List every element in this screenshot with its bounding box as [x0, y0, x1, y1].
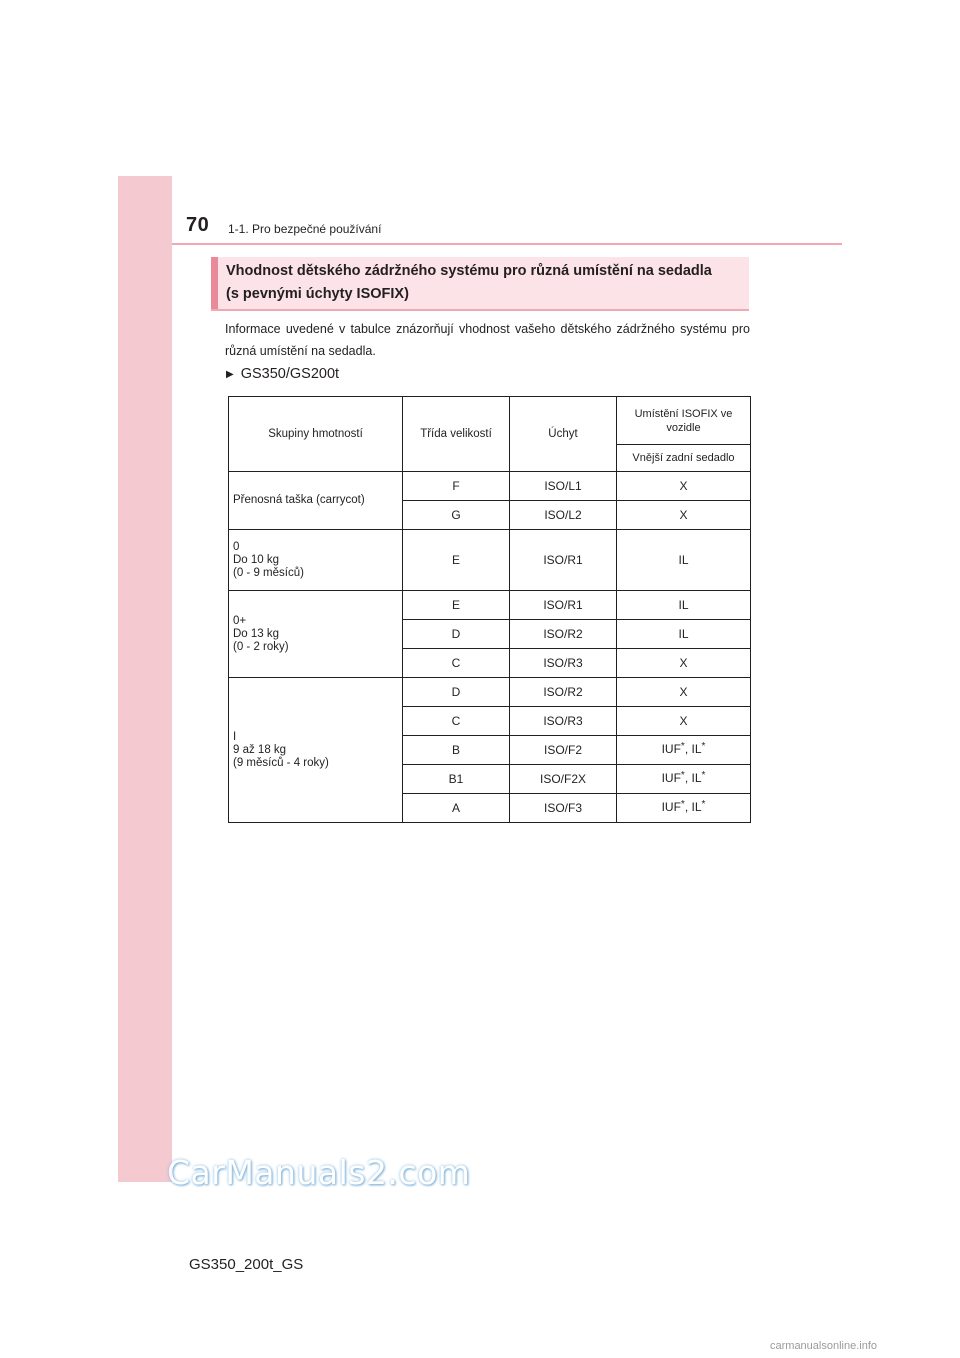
suitability-code: IUF [661, 742, 681, 756]
size-class-cell: B [403, 736, 510, 765]
table-row [229, 678, 751, 707]
weight-group-label-line: I [233, 730, 237, 743]
size-class-cell: A [403, 794, 510, 823]
intro-paragraph: Informace uvedené v tabulce znázorňují vhodnost vašeho dětského zádržného systému pro různá umístění na sedadla. [225, 322, 750, 358]
fixture-cell: ISO/F2 [510, 736, 617, 765]
suitability-code: , IL [684, 771, 702, 785]
suitability-cell [617, 736, 751, 765]
weight-group-label-line: Do 13 kg [233, 627, 280, 640]
footnote-star: * [701, 741, 706, 752]
size-class-cell: G [403, 501, 510, 530]
size-class-cell: C [403, 707, 510, 736]
suitability-cell: X [617, 649, 751, 678]
section-title-box [211, 257, 749, 311]
suitability-cell: IL [617, 591, 751, 620]
footnote-star: * [680, 741, 685, 752]
size-class-cell: E [403, 591, 510, 620]
table-row [229, 591, 751, 620]
section-title [226, 260, 746, 306]
fixture-cell: ISO/R1 [510, 591, 617, 620]
suitability-cell [617, 794, 751, 823]
title-accent-bar [211, 257, 218, 309]
weight-group-label-line: (9 měsíců - 4 roky) [233, 756, 329, 769]
weight-group-label-line: Do 10 kg [233, 553, 280, 566]
header-rule [172, 243, 842, 245]
suitability-code: , IL [684, 800, 702, 814]
size-class-cell: C [403, 649, 510, 678]
model-variant-heading [226, 366, 339, 382]
size-class-cell: B1 [403, 765, 510, 794]
section-title-line-2: (s pevnými úchyty ISOFIX) [226, 286, 409, 302]
weight-group-label-line: 9 až 18 kg [233, 743, 287, 756]
table-row [229, 472, 751, 501]
fixture-cell: ISO/F2X [510, 765, 617, 794]
suitability-cell: X [617, 501, 751, 530]
suitability-cell: X [617, 707, 751, 736]
footnote-star: * [680, 770, 685, 781]
fixture-cell: ISO/R3 [510, 707, 617, 736]
weight-group-label-line: 0+ [233, 614, 247, 627]
fixture-cell: ISO/L1 [510, 472, 617, 501]
fixture-cell: ISO/R1 [510, 530, 617, 591]
triangle-bullet-icon: ▶ [226, 369, 234, 380]
suitability-cell: IL [617, 530, 751, 591]
suitability-cell: X [617, 678, 751, 707]
side-color-strip [118, 176, 172, 1182]
fixture-cell: ISO/F3 [510, 794, 617, 823]
fixture-cell: ISO/L2 [510, 501, 617, 530]
suitability-cell: X [617, 472, 751, 501]
footer-model-code: GS350_200t_GS [189, 1256, 304, 1273]
isofix-suitability-table [228, 396, 751, 823]
size-class-cell: D [403, 678, 510, 707]
weight-group-cell [229, 530, 403, 591]
weight-group-cell [229, 678, 403, 823]
header-rear-outboard-seat: Vnější zadní sedadlo [617, 445, 751, 472]
suitability-code: IUF [661, 800, 681, 814]
weight-group-label-line: 0 [233, 540, 240, 553]
header-isofix-positions: Umístění ISOFIX ve vozidle [617, 397, 751, 445]
size-class-cell: D [403, 620, 510, 649]
header-fixture: Úchyt [510, 397, 617, 472]
section-label: 1-1. Pro bezpečné používání [228, 222, 382, 236]
size-class-cell: E [403, 530, 510, 591]
fixture-cell: ISO/R2 [510, 620, 617, 649]
header-weight-groups: Skupiny hmotností [229, 397, 403, 472]
weight-group-label-line: (0 - 9 měsíců) [233, 566, 304, 579]
site-watermark: carmanualsonline.info [770, 1340, 878, 1352]
footnote-star: * [701, 799, 706, 810]
weight-group-label-line: Přenosná taška (carrycot) [233, 494, 365, 506]
suitability-cell [617, 765, 751, 794]
footnote-star: * [680, 799, 685, 810]
model-variant-label: GS350/GS200t [240, 366, 340, 382]
page-number: 70 [186, 214, 210, 236]
footnote-star: * [701, 770, 706, 781]
weight-group-label-line: (0 - 2 roky) [233, 640, 289, 653]
fixture-cell: ISO/R2 [510, 678, 617, 707]
suitability-cell: IL [617, 620, 751, 649]
weight-group-cell [229, 472, 403, 530]
fixture-cell: ISO/R3 [510, 649, 617, 678]
weight-group-cell [229, 591, 403, 678]
table-row [229, 530, 751, 591]
section-title-line-1: Vhodnost dětského zádržného systému pro různá umístění na sedadla [226, 263, 712, 279]
size-class-cell: F [403, 472, 510, 501]
header-size-class: Třída velikostí [403, 397, 510, 472]
suitability-code: IUF [661, 771, 681, 785]
suitability-code: , IL [684, 742, 702, 756]
carmanuals-watermark-logo: CarManuals2.com [167, 1153, 471, 1192]
